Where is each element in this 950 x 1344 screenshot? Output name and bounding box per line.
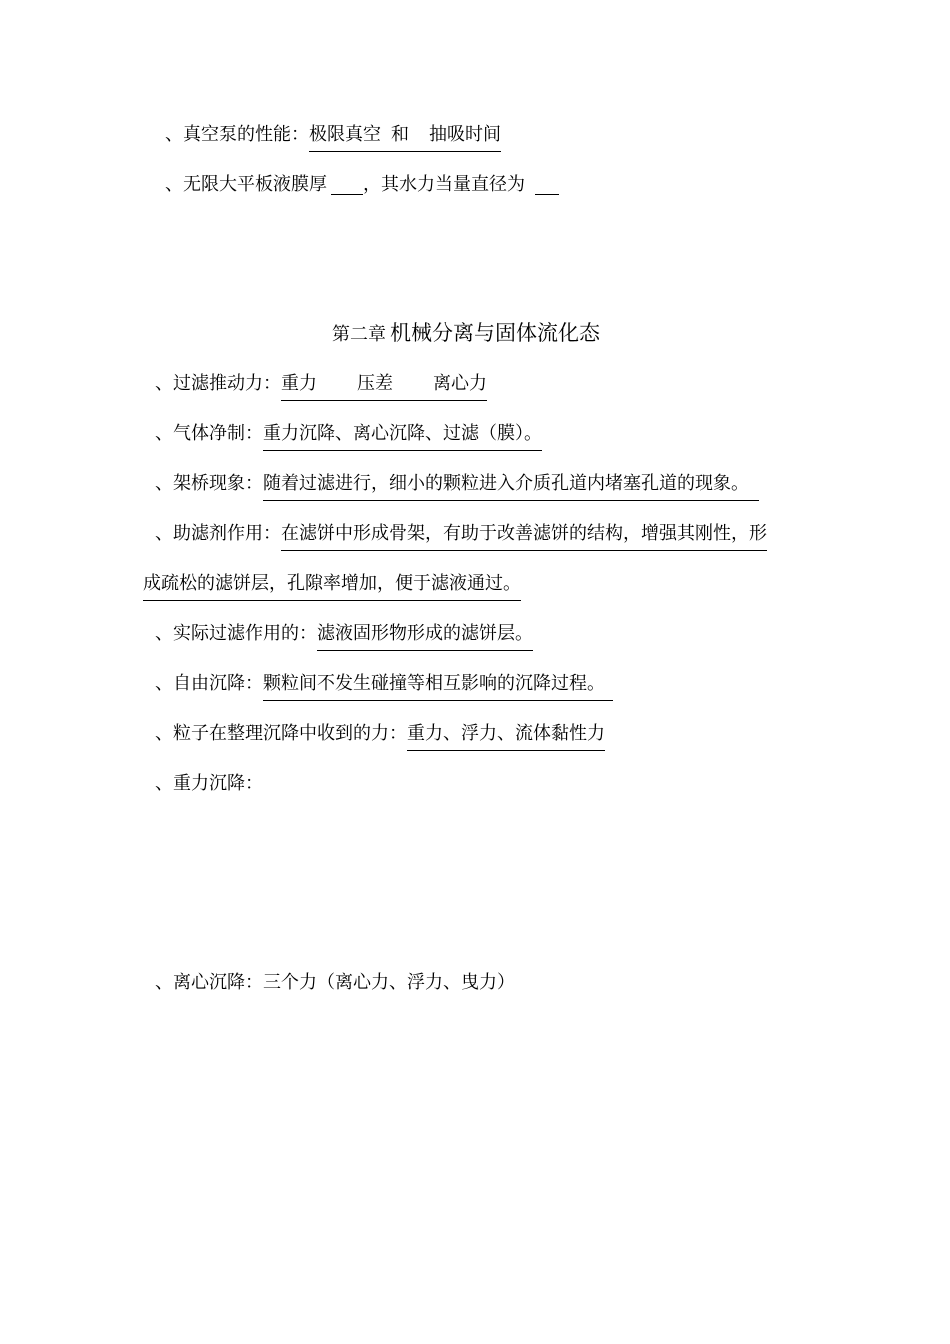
particle-forces-answer: 重力、浮力、流体黏性力 [407,721,605,751]
filter-aid-answer-1: 在滤饼中形成骨架，有助于改善滤饼的结构，增强其刚性，形 [281,521,767,551]
pump-answer-a: 极限真空 [309,124,381,145]
pump-performance-answer [309,122,501,152]
liquid-film-mid: ，其水力当量直径为 [363,174,525,195]
pump-answer-and: 和 [391,124,409,145]
filter-driving-force-line [155,371,487,401]
bridging-line [155,471,759,501]
actual-filtration-label: 、实际过滤作用的： [155,623,317,644]
free-settling-label: 、自由沉降： [155,673,263,694]
centrifugal-settling-label: 、离心沉降： [155,972,263,993]
gas-purification-answer: 重力沉降、离心沉降、过滤（膜）。 [263,421,542,451]
particle-forces-label: 、粒子在整理沉降中收到的力： [155,723,407,744]
gravity-settling-label: 、重力沉降： [155,773,263,794]
liquid-film-label: 、无限大平板液膜厚 [165,174,327,195]
chapter-title: 机械分离与固体流化态 [390,321,600,345]
filter-force-c: 离心力 [433,373,487,394]
filter-driving-force-label: 、过滤推动力： [155,373,281,394]
filter-force-a: 重力 [281,373,317,394]
free-settling-answer: 颗粒间不发生碰撞等相互影响的沉降过程。 [263,671,613,701]
particle-forces-line [155,721,605,751]
filter-aid-line-1 [155,521,767,551]
pump-answer-b: 抽吸时间 [429,124,501,145]
filter-force-b: 压差 [357,373,393,394]
gravity-settling-line [155,771,263,797]
gas-purification-line [155,421,542,451]
hydraulic-diameter-blank [535,172,559,195]
free-settling-line [155,671,613,701]
bridging-label: 、架桥现象： [155,473,263,494]
pump-performance-label: 、真空泵的性能： [165,124,309,145]
filter-aid-label: 、助滤剂作用： [155,523,281,544]
actual-filtration-line [155,621,533,651]
bridging-answer: 随着过滤进行，细小的颗粒进入介质孔道内堵塞孔道的现象。 [263,471,759,501]
filter-driving-force-answer [281,371,487,401]
chapter-heading [332,318,600,350]
centrifugal-settling-answer: 三个力（离心力、浮力、曳力） [263,972,515,993]
gas-purification-label: 、气体净制： [155,423,263,444]
liquid-film-blank [331,172,363,195]
filter-aid-answer-2: 成疏松的滤饼层，孔隙率增加，便于滤液通过。 [143,571,521,601]
centrifugal-settling-line [155,970,515,996]
actual-filtration-answer: 滤液固形物形成的滤饼层。 [317,621,533,651]
filter-aid-line-2 [143,571,521,601]
liquid-film-line [165,172,559,198]
chapter-number: 第二章 [332,324,386,345]
pump-performance-line [165,122,501,152]
